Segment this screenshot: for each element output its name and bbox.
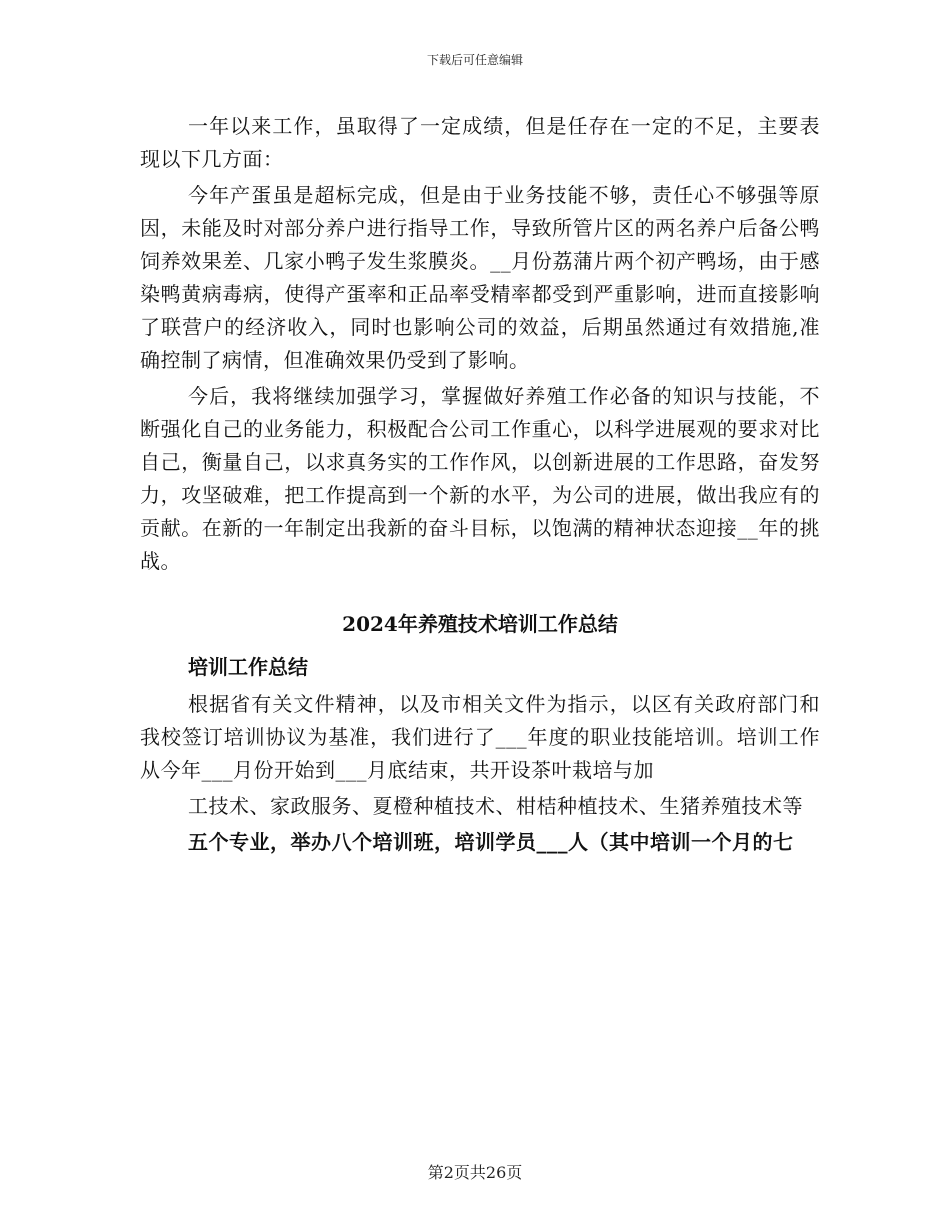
section-paragraph-1: 根据省有关文件精神，以及市相关文件为指示，以区有关政府部门和我校签订培训协议为基准，我们进行了___年度的职业技能培训。培训工作从今年___月份开始到___月底结束，共开设茶叶栽培与加 xyxy=(140,692,820,782)
paragraph-3: 今后，我将继续加强学习，掌握做好养殖工作必备的知识与技能，不断强化自己的业务能力，积极配合公司工作重心，以科学进展观的要求对比自己，衡量自己，以求真务实的工作作风，以创新进展的工作思路，奋发努力，攻坚破难，把工作提高到一个新的水平，为公司的进展，做出我应有的贡献。在新的一年制定出我新的奋斗目标，以饱满的精神状态迎接__年的挑战。 xyxy=(140,384,820,573)
paragraph-1: 一年以来工作，虽取得了一定成绩，但是任存在一定的不足，主要表现以下几方面： xyxy=(140,114,820,171)
section-bold-paragraph: 五个专业，举办八个培训班，培训学员___人（其中培训一个月的七 xyxy=(188,830,794,854)
section-title: 2024年养殖技术培训工作总结 xyxy=(342,612,618,636)
page-footer: 第2页共26页 xyxy=(427,1163,523,1182)
document-body xyxy=(140,110,820,859)
paragraph-2: 今年产蛋虽是超标完成，但是由于业务技能不够，责任心不够强等原因，未能及时对部分养户进行指导工作，导致所管片区的两名养户后备公鸭饲养效果差、几家小鸭子发生浆膜炎。__月份荔蒲片两个初产鸭场，由于感染鸭黄病毒病，使得产蛋率和正品率受精率都受到严重影响，进而直接影响了联营户的经济收入，同时也影响公司的效益，后期虽然通过有效措施,准确控制了病情，但准确效果仍受到了影响。 xyxy=(140,183,820,372)
section-paragraph-2: 工技术、家政服务、夏橙种植技术、柑桔种植技术、生猪养殖技术等 xyxy=(188,794,803,818)
page-header: 下载后可任意编辑 xyxy=(426,53,523,67)
section-subtitle: 培训工作总结 xyxy=(188,655,308,679)
